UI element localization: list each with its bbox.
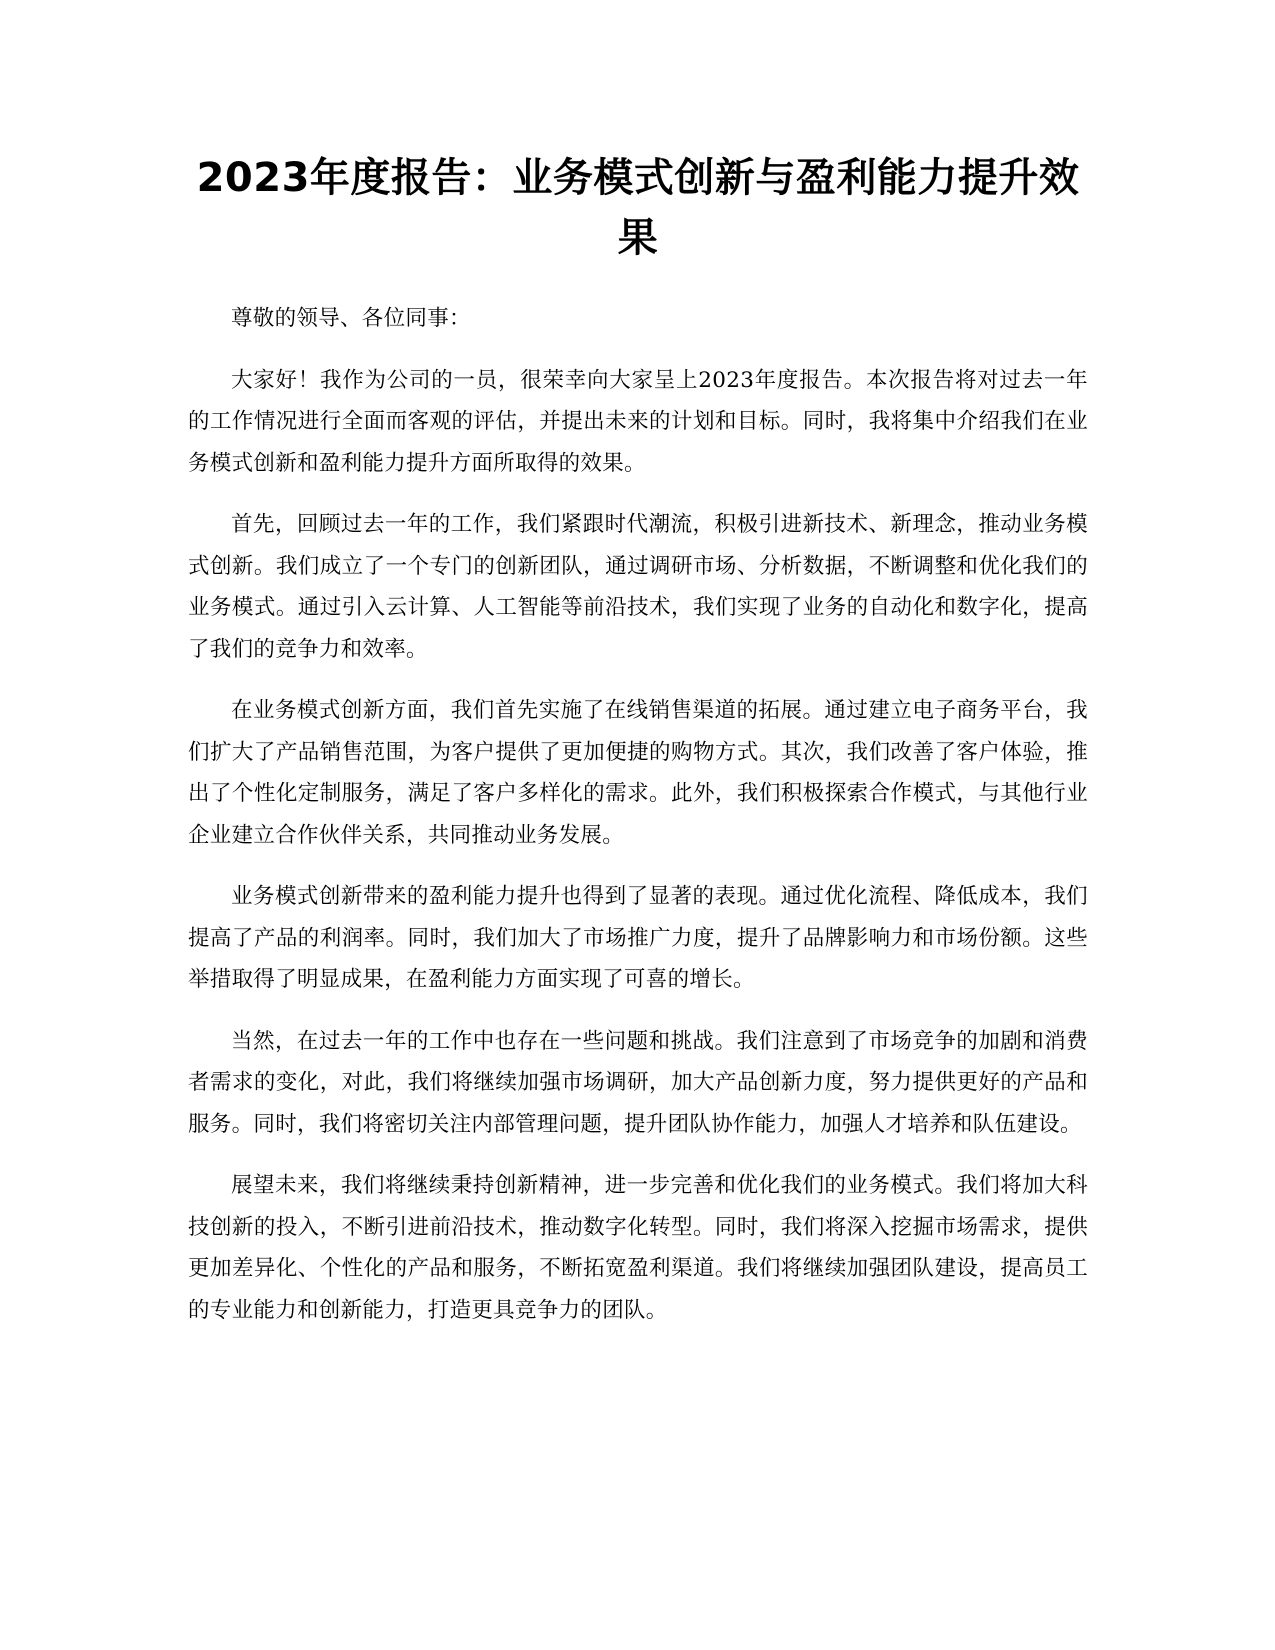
paragraph-business-model: 在业务模式创新方面，我们首先实施了在线销售渠道的拓展。通过建立电子商务平台，我们扩大了产品销售范围，为客户提供了更加便捷的购物方式。其次，我们改善了客户体验，推出了个性化定制服务，满足了客户多样化的需求。此外，我们积极探索合作模式，与其他行业企业建立合作伙伴关系，共同推动业务发展。 <box>188 698 1088 848</box>
document-title: 2023年度报告：业务模式创新与盈利能力提升效果 <box>196 155 1080 261</box>
paragraph-challenges: 当然，在过去一年的工作中也存在一些问题和挑战。我们注意到了市场竞争的加剧和消费者需求的变化，对此，我们将继续加强市场调研，加大产品创新力度，努力提供更好的产品和服务。同时，我们将密切关注内部管理问题，提升团队协作能力，加强人才培养和队伍建设。 <box>188 1028 1088 1137</box>
paragraph-profitability: 业务模式创新带来的盈利能力提升也得到了显著的表现。通过优化流程、降低成本，我们提高了产品的利润率。同时，我们加大了市场推广力度，提升了品牌影响力和市场份额。这些举措取得了明显成果，在盈利能力方面实现了可喜的增长。 <box>188 884 1088 992</box>
document-body <box>188 148 1088 1351</box>
paragraph-outlook: 展望未来，我们将继续秉持创新精神，进一步完善和优化我们的业务模式。我们将加大科技创新的投入，不断引进前沿技术，推动数字化转型。同时，我们将深入挖掘市场需求，提供更加差异化、个性化的产品和服务，不断拓宽盈利渠道。我们将继续加强团队建设，提高员工的专业能力和创新能力，打造更具竞争力的团队。 <box>188 1173 1088 1323</box>
paragraph-review: 首先，回顾过去一年的工作，我们紧跟时代潮流，积极引进新技术、新理念，推动业务模式创新。我们成立了一个专门的创新团队，通过调研市场、分析数据，不断调整和优化我们的业务模式。通过引入云计算、人工智能等前沿技术，我们实现了业务的自动化和数字化，提高了我们的竞争力和效率。 <box>188 512 1088 662</box>
salutation: 尊敬的领导、各位同事： <box>231 306 471 331</box>
paragraph-intro: 大家好！我作为公司的一员，很荣幸向大家呈上2023年度报告。本次报告将对过去一年的工作情况进行全面而客观的评估，并提出未来的计划和目标。同时，我将集中介绍我们在业务模式创新和盈利能力提升方面所取得的效果。 <box>188 367 1088 476</box>
